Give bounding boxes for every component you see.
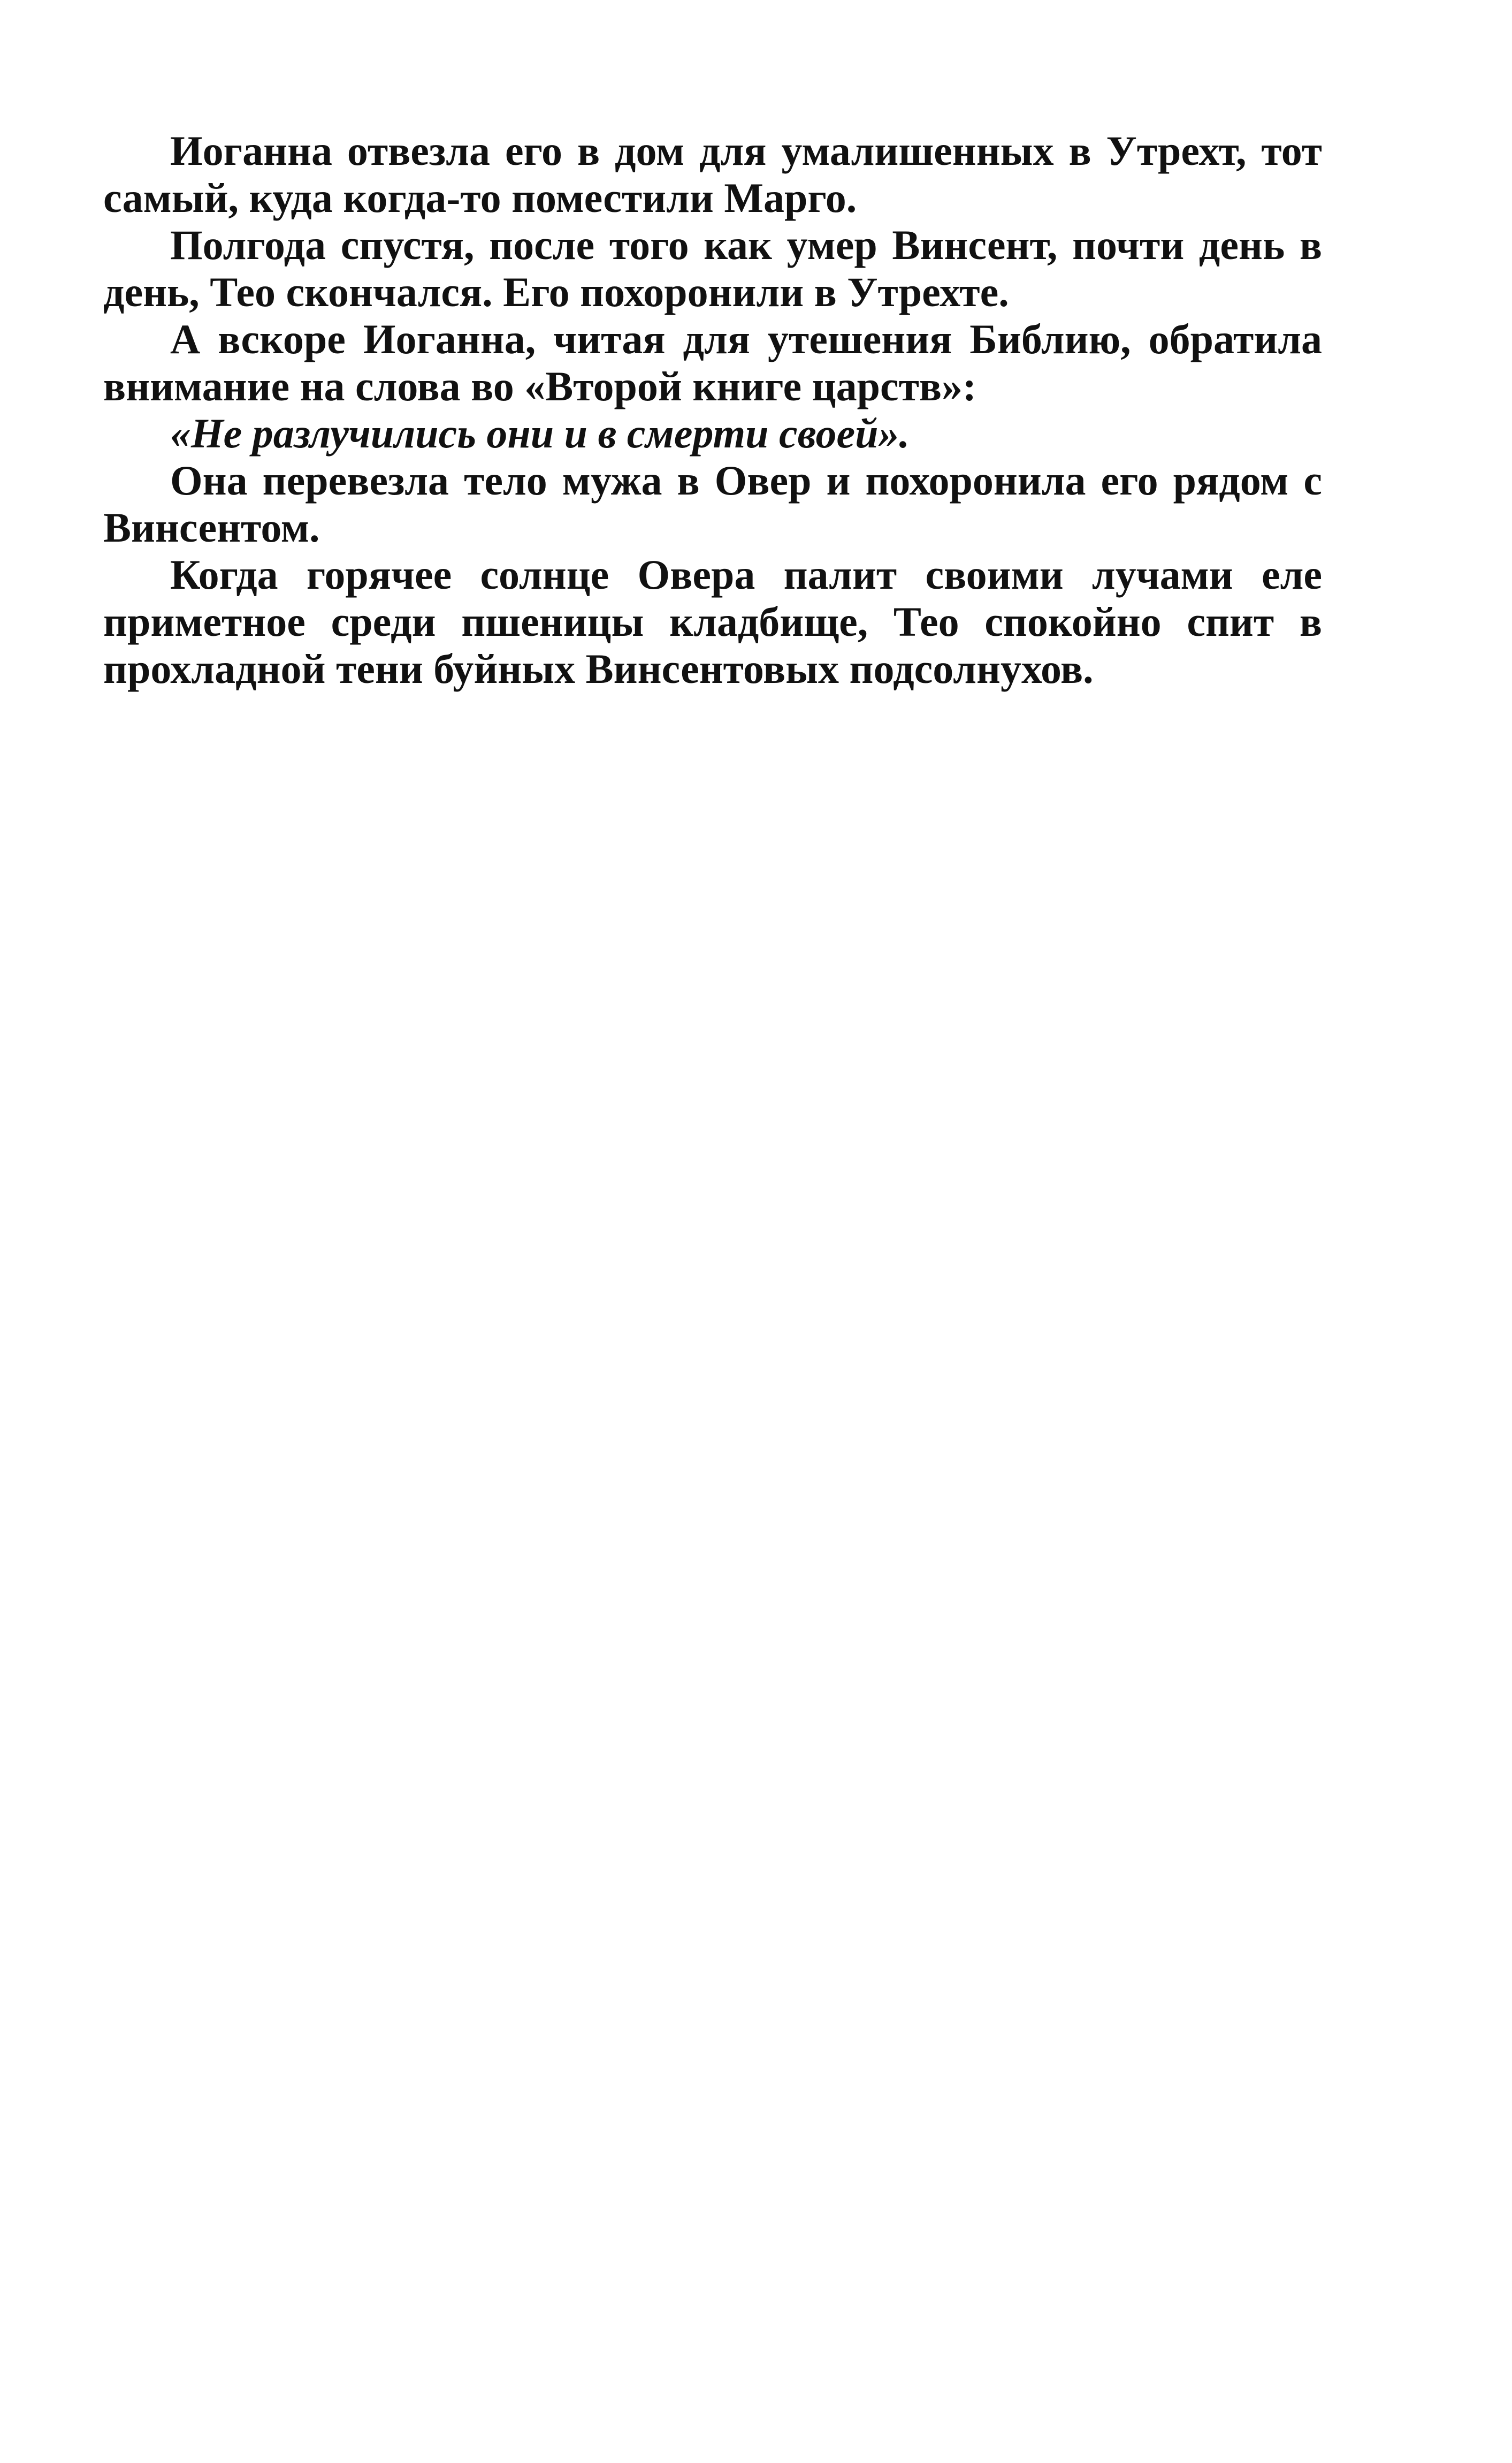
page-text <box>103 127 1322 693</box>
paragraph: Когда горячее солнце Овера палит своими лучами еле приметное среди пшеницы кладбище, Тео спокойно спит в прохладной тени буйных Винсентовых подсолнухов. <box>103 551 1322 692</box>
paragraph: А вскоре Иоганна, читая для утешения Библию, обратила внимание на слова во «Второй книге царств»: <box>103 316 1322 409</box>
paragraph: Полгода спустя, после того как умер Винсент, почти день в день, Тео скончался. Его похоронили в Утрехте. <box>103 222 1322 315</box>
quotation-paragraph: «Не разлучились они и в смерти своей». <box>170 410 910 457</box>
paragraph: Она перевезла тело мужа в Овер и похоронила его рядом с Винсентом. <box>103 457 1322 551</box>
paragraph: Иоганна отвезла его в дом для умалишенных в Утрехт, тот самый, куда когда-то поместили Марго. <box>103 127 1322 221</box>
